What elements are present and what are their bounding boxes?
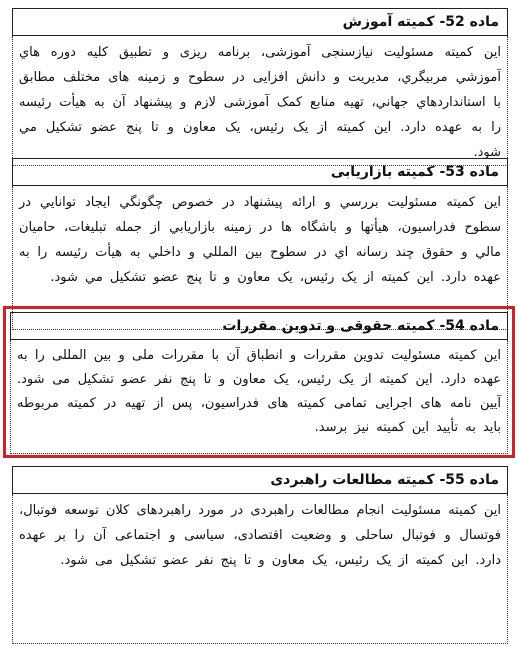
article-heading-text: ماده 52- کمیته آموزش	[342, 14, 499, 30]
article-heading	[12, 8, 508, 36]
article-body	[12, 36, 508, 166]
article-53	[12, 158, 508, 330]
article-54	[10, 312, 508, 454]
article-52	[12, 8, 508, 166]
article-body-text: این کمیته مسئولیت انجام مطالعات راهبردی در مورد راهبردهای کلان توسعه فوتبال، فوتسال و فوتبال ساحلی و وضعیت اقتصادی، سیاسی و اجتماعی آن را بر عهده دارد. این کمیته از یک رئیس، یک معاون و تا پنج نفر عضو تشکیل می شود.	[19, 503, 501, 568]
article-heading-text: ماده 55- کمیته مطالعات راهبردی	[270, 472, 499, 488]
article-body-text: این کمیته مسئولیت نیازسنجی آموزشی، برنامه ریزی و تطبیق کلیه دوره هاي آموزشي مربیگري، مدیریت و دانش افزایی در سطوح و زمینه های مختلف مطابق با استانداردهاي جهاني، تهیه منابع کمک آموزشی لازم و پیشنهاد آن به هیأت رئیسه را به عهده دارد. این کمیته از یک رئیس، یک معاون و تا پنج عضو تشکیل مي شود.	[19, 45, 501, 160]
article-55	[12, 466, 508, 644]
article-heading-text: ماده 53- کمیته بازاریابی	[330, 164, 499, 180]
article-body	[12, 494, 508, 644]
article-heading-text: ماده 54- کمیته حقوقی و تدوین مقررات	[222, 318, 499, 334]
article-heading	[10, 312, 508, 340]
article-body	[10, 340, 508, 454]
article-body-text: این کمیته مسئولیت تدوین مقررات و انطباق آن با مقررات ملی و بین المللی را به عهده دارد. این کمیته از یک رئیس، یک معاون و تا پنج نفر عضو تشکیل می شود. آیین نامه های اجرایی تمامی کمیته های فدراسیون، پس از تهیه در کمیته مربوطه باید به تأیید این کمیته نیز برسد.	[17, 348, 501, 435]
article-body-text: این کمیته مسئولیت بررسي و ارائه پیشنهاد در خصوص چگونگي ایجاد توانایي در سطوح فدراسیون، هیأتها و باشگاه ها در زمینه بازاریابي از جمله تبلیغات، حامیان مالي و حقوق چند رسانه اي در سطوح بین المللي و داخلي به هیأت رئیسه را به عهده دارد. این کمیته از یک رئیس، یک معاون و تا پنج عضو تشکیل مي شود.	[19, 195, 501, 285]
article-heading	[12, 466, 508, 494]
article-heading	[12, 158, 508, 186]
